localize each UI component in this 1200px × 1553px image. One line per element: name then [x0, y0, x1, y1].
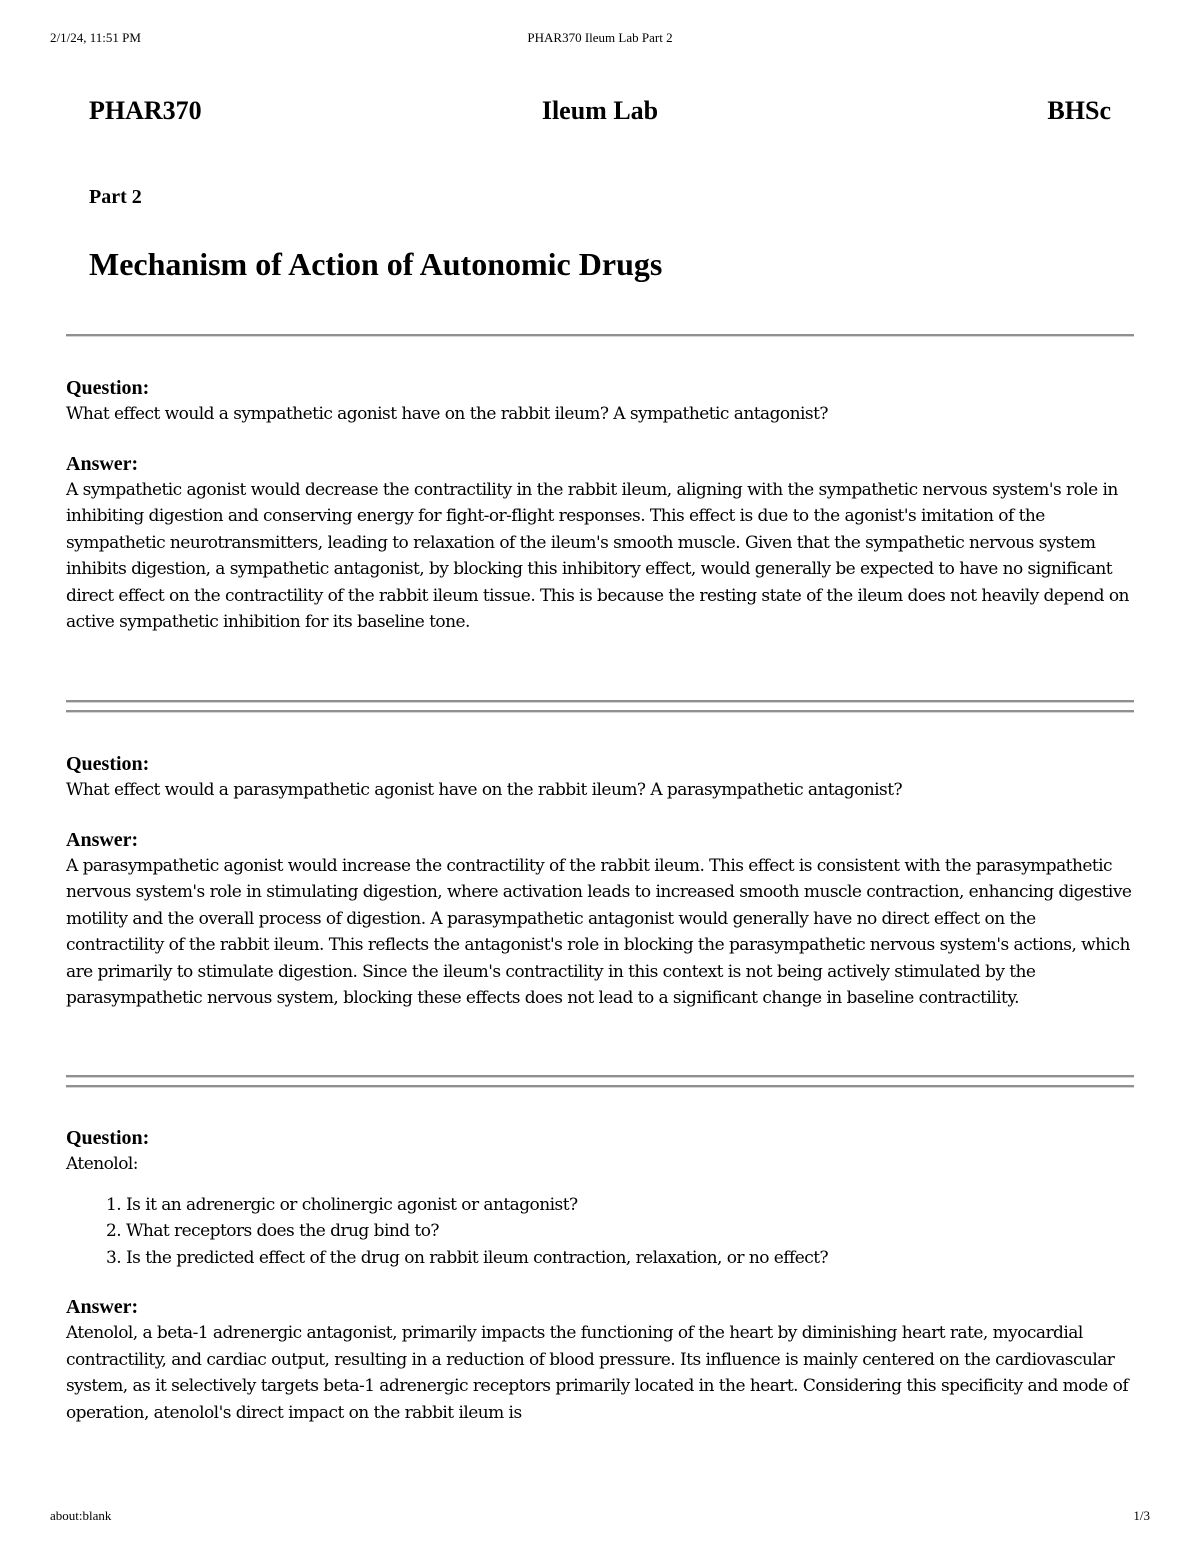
question-label: Question: — [66, 753, 150, 775]
question-text: What effect would a sympathetic agonist have on the rabbit ileum? A sympathetic antagonist? — [66, 404, 828, 424]
course-code: PHAR370 — [89, 96, 202, 125]
divider — [66, 1085, 1134, 1088]
print-footer — [50, 1508, 1150, 1526]
divider — [66, 700, 1134, 703]
print-datetime: 2/1/24, 11:51 PM — [50, 30, 141, 45]
print-url: about:blank — [50, 1508, 112, 1523]
divider — [66, 710, 1134, 713]
sub-question-list — [66, 1192, 1136, 1272]
question-label: Question: — [66, 377, 150, 399]
program-name: BHSc — [1047, 96, 1111, 125]
print-doc-title: PHAR370 Ileum Lab Part 2 — [527, 30, 673, 45]
question-text: Atenolol: — [66, 1154, 138, 1174]
course-banner — [89, 96, 1111, 126]
answer-label: Answer: — [66, 452, 139, 475]
answer-text: A sympathetic agonist would decrease the contractility in the rabbit ileum, aligning with the sympathetic nervous system's role in inhibiting digestion and conserving energy for fight-or-flight responses. This effect is due to the agonist's imitation of the sympathetic neurotransmitters, leading to relaxation of the ileum's smooth muscle. Given that the sympathetic nervous system inhibits digestion, a sympathetic antagonist, by blocking this inhibitory effect, would generally be expected to have no significant direct effect on the contractility of the rabbit ileum tissue. This is because the resting state of the ileum does not heavily depend on active sympathetic inhibition for its baseline tone. — [66, 479, 1129, 632]
part-label: Part 2 — [89, 186, 142, 208]
print-header — [50, 30, 1150, 48]
lab-name: Ileum Lab — [541, 96, 659, 125]
divider — [66, 334, 1134, 337]
answer-label: Answer: — [66, 828, 139, 851]
sub-question: 1. Is it an adrenergic or cholinergic agonist or antagonist? — [126, 1192, 1136, 1219]
answer-label: Answer: — [66, 1296, 139, 1318]
question-label: Question: — [66, 1127, 150, 1149]
page-number: 1/3 — [1133, 1508, 1150, 1523]
sub-question: 3. Is the predicted effect of the drug on rabbit ileum contraction, relaxation, or no effect? — [126, 1245, 1136, 1272]
qa-block-3 — [66, 1125, 1136, 1426]
qa-block-2 — [66, 751, 1136, 1012]
question-text: What effect would a parasympathetic agonist have on the rabbit ileum? A parasympathetic antagonist? — [66, 780, 903, 800]
sub-question: 2. What receptors does the drug bind to? — [126, 1218, 1136, 1245]
answer-text: Atenolol, a beta-1 adrenergic antagonist, primarily impacts the functioning of the heart by diminishing heart rate, myocardial contractility, and cardiac output, resulting in a reduction of blood pressure. Its influence is mainly centered on the cardiovascular system, as it selectively targets beta-1 adrenergic receptors primarily located in the heart. Considering this specificity and mode of operation, atenolol's direct impact on the rabbit ileum is — [66, 1323, 1129, 1423]
qa-block-1 — [66, 375, 1136, 636]
answer-text: A parasympathetic agonist would increase the contractility of the rabbit ileum. This effect is consistent with the parasympathetic nervous system's role in stimulating digestion, where activation leads to increased smooth muscle contraction, enhancing digestive motility and the overall process of digestion. A parasympathetic antagonist would generally have no direct effect on the contractility of the rabbit ileum. This reflects the antagonist's role in blocking the parasympathetic nervous system's actions, which are primarily to stimulate digestion. Since the ileum's contractility in this context is not being actively stimulated by the parasympathetic nervous system, blocking these effects does not lead to a significant change in baseline contractility. — [66, 855, 1132, 1008]
page-title: Mechanism of Action of Autonomic Drugs — [89, 246, 663, 282]
divider — [66, 1075, 1134, 1078]
